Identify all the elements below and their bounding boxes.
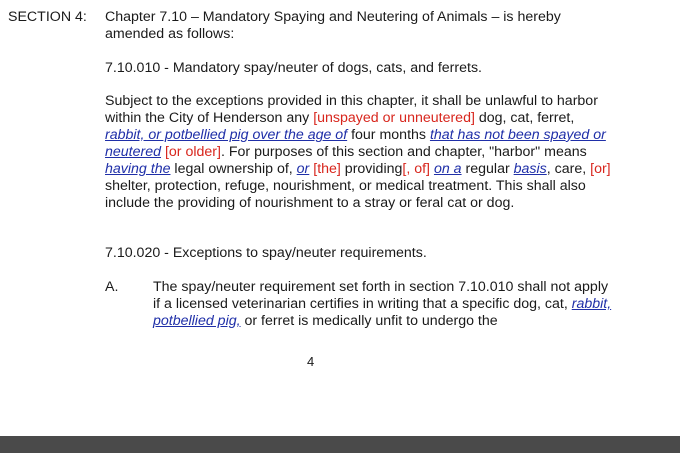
deleted-text: [, of] — [402, 161, 430, 177]
inserted-text: having the — [105, 161, 171, 177]
inserted-text: rabbit, potbellied pig, — [153, 296, 612, 329]
text-segment: legal ownership of, — [170, 161, 297, 177]
list-item-body — [153, 279, 613, 330]
inserted-text: rabbit, or potbellied pig over the age of — [105, 127, 348, 143]
subsection-body-7-10-010 — [105, 93, 615, 212]
inserted-text: on a — [433, 161, 462, 177]
text-segment: providing — [340, 161, 403, 177]
inserted-text: that has not been spayed or neutered — [105, 127, 606, 160]
deleted-text: [or] — [590, 161, 611, 177]
viewer-bottom-bar — [0, 436, 680, 453]
section-intro-line1: Chapter 7.10 – Mandatory Spaying and Neutering of Animals – is hereby — [105, 9, 561, 25]
text-segment: four months — [347, 127, 430, 143]
subsection-heading-7-10-020: 7.10.020 - Exceptions to spay/neuter requirements. — [105, 245, 427, 261]
text-segment: regular — [461, 161, 514, 177]
inserted-text: or — [296, 161, 310, 177]
text-segment: shelter, protection, refuge, nourishment, or medical treatment. This shall also include the providing of nourishment to a stray or feral cat or dog. — [105, 178, 586, 211]
subsection-heading-7-10-010: 7.10.010 - Mandatory spay/neuter of dogs, cats, and ferrets. — [105, 60, 482, 76]
page-number: 4 — [307, 354, 315, 369]
deleted-text: [or older] — [164, 144, 221, 160]
text-segment: or ferret is medically unfit to undergo the — [240, 313, 498, 329]
inserted-text: basis — [513, 161, 547, 177]
deleted-text: [unspayed or unneutered] — [313, 110, 475, 126]
text-segment: The spay/neuter requirement set forth in section 7.10.010 shall not apply if a licensed veterinarian certifies in writing that a specific dog, cat, — [153, 279, 609, 312]
list-item-label: A. — [105, 279, 119, 295]
text-segment: dog, cat, ferret, — [474, 110, 575, 126]
section-intro-line2: amended as follows: — [105, 26, 235, 42]
section-intro — [105, 9, 585, 43]
deleted-text: [the] — [313, 161, 341, 177]
text-segment: . For purposes of this section and chapter, "harbor" means — [220, 144, 587, 160]
section-label: SECTION 4: — [8, 9, 87, 25]
text-segment: , care, — [546, 161, 591, 177]
text-segment: Subject to the exceptions provided in this chapter, it shall be unlawful to harbor within the City of Henderson any — [105, 93, 598, 126]
